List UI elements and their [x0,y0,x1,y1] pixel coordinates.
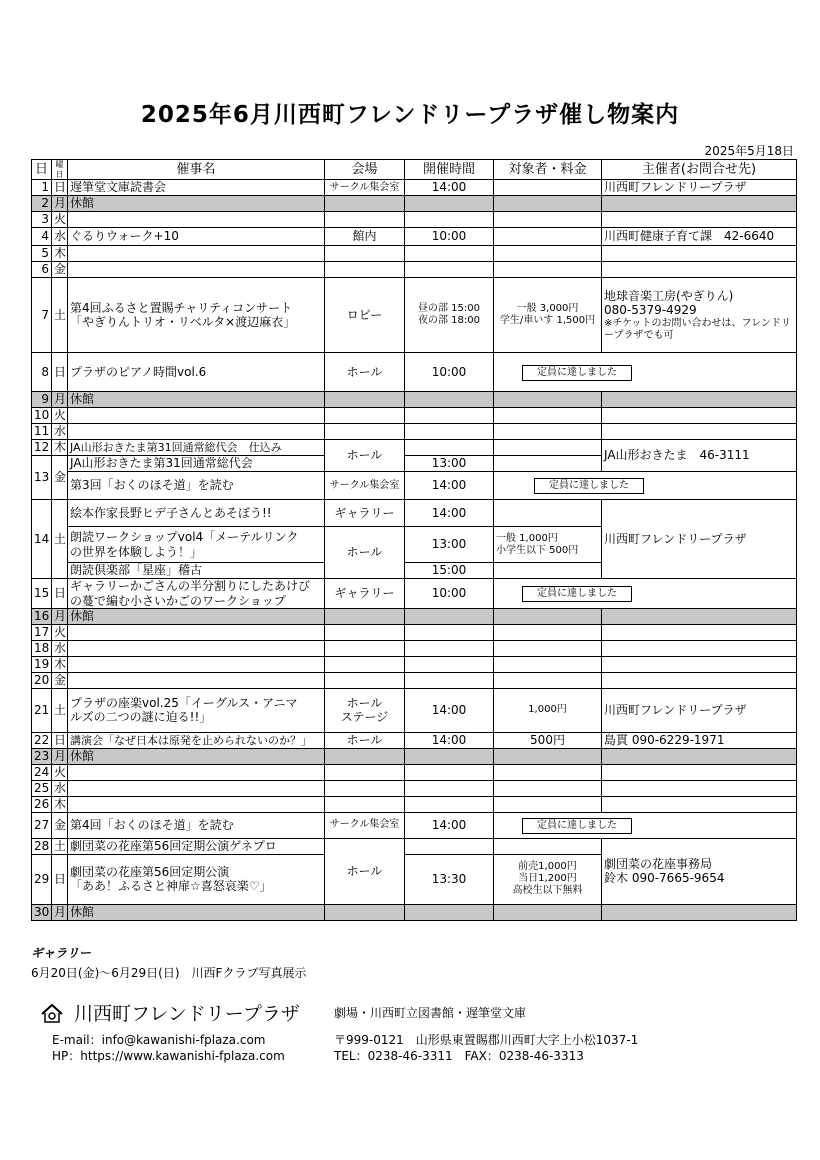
venue-cell: サークル集会室 [325,472,405,500]
venue-line-1: ホール [346,696,383,711]
table-row [32,748,797,764]
day-cell: 16 [32,608,52,624]
table-row [32,904,797,920]
venue-cell: 館内 [325,228,405,246]
time-cell: 14:00 [405,180,494,196]
table-row [32,196,797,212]
dow-cell: 金 [52,456,68,500]
day-cell: 23 [32,748,52,764]
fee-line-1: 一般 3,000円 [516,303,579,315]
dow-cell: 月 [52,196,68,212]
table-row [32,672,797,688]
footer-email[interactable]: E-mail：info@kawanishi-fplaza.com [52,1033,266,1047]
time-cell: 13:30 [405,854,494,904]
time-cell: 10:00 [405,353,494,392]
fee-cell [494,180,602,196]
time-cell: 10:00 [405,579,494,609]
fee-line-1: 前売1,000円 [518,861,577,873]
event-line-1: ギャラリーかごさんの半分割りにしたあけび [70,579,311,594]
dow-cell: 月 [52,904,68,920]
dow-cell: 日 [52,579,68,609]
day-cell: 6 [32,262,52,278]
day-cell: 26 [32,796,52,812]
dow-cell: 火 [52,212,68,228]
table-row [32,180,797,196]
issue-date: 2025年5月18日 [704,144,794,158]
day-cell: 2 [32,196,52,212]
org-line-2: 鈴木 090-7665-9654 [604,871,725,886]
dow-cell: 火 [52,764,68,780]
header-day: 日 [32,160,52,180]
dow-cell: 月 [52,392,68,408]
org-line-1: 地球音楽工房(やぎりん) [604,288,734,303]
day-cell: 25 [32,780,52,796]
time-cell: 14:00 [405,732,494,748]
event-cell: 朗読倶楽部「星座」稽古 [68,563,325,579]
table-row [32,353,797,392]
fee-cell: 500円 [494,732,602,748]
day-cell: 13 [32,456,52,500]
table-row [32,838,797,854]
dow-cell: 土 [52,688,68,732]
event-cell: 休館 [68,608,325,624]
event-line-1: プラザの座楽vol.25「イーグルス・アニマ [70,696,298,711]
table-row [32,262,797,278]
venue-cell: ギャラリー [325,500,405,527]
fee-line-2: 小学生以下 500円 [496,544,579,556]
table-row [32,472,797,500]
dow-cell: 土 [52,278,68,353]
dow-cell: 金 [52,262,68,278]
day-cell: 8 [32,353,52,392]
event-cell [68,579,325,609]
venue-cell: ホール [325,353,405,392]
day-cell: 29 [32,854,52,904]
event-cell: 休館 [68,196,325,212]
day-cell: 20 [32,672,52,688]
dow-cell: 水 [52,424,68,440]
org-line-2: 080-5379-4929 [604,303,697,318]
event-cell [68,688,325,732]
fee-line-2: 当日1,200円 [518,873,577,885]
org-cell: 島貫 090-6229-1971 [602,732,797,748]
gallery-heading: ギャラリー [31,946,92,960]
day-cell: 19 [32,656,52,672]
dow-cell: 火 [52,624,68,640]
venue-cell [325,688,405,732]
table-row [32,212,797,228]
dow-cell: 木 [52,656,68,672]
event-line-2: の蔓で編む小さいかごのワークショップ [70,593,286,608]
fee-line-2: 学生/車いす 1,500円 [499,315,596,327]
table-row [32,732,797,748]
event-line-2: 「やぎりんトリオ・リベルタ×渡辺麻衣」 [70,315,296,330]
venue-cell: ホール [325,440,405,472]
table-row [32,608,797,624]
time-line-2: 夜の部 18:00 [418,315,480,327]
event-cell [68,278,325,353]
table-row [32,579,797,609]
event-cell: 休館 [68,748,325,764]
dow-cell: 土 [52,500,68,579]
org-cell: 川西町フレンドリープラザ [602,180,797,196]
schedule-table [31,159,797,921]
header-event: 催事名 [68,160,325,180]
venue-cell: ホール [325,838,405,904]
day-cell: 10 [32,408,52,424]
org-cell: 川西町フレンドリープラザ [602,500,797,579]
event-cell [68,854,325,904]
footer-facilities: 劇場・川西町立図書館・遅筆堂文庫 [334,1006,527,1020]
event-cell [68,527,325,563]
day-cell: 21 [32,688,52,732]
day-cell: 1 [32,180,52,196]
venue-cell: サークル集会室 [325,180,405,196]
table-row [32,688,797,732]
table-row [32,624,797,640]
table-row [32,780,797,796]
fee-cell [494,854,602,904]
dow-cell: 金 [52,812,68,838]
event-cell: JA山形おきたま第31回通常総代会 仕込み [68,440,325,456]
day-cell: 7 [32,278,52,353]
event-line-1: 朗読ワークショップvol4「メーテルリンク [70,530,299,545]
time-cell: 14:00 [405,472,494,500]
dow-cell: 火 [52,408,68,424]
event-line-1: 劇団菜の花座第56回定期公演 [70,865,230,880]
house-logo-icon [40,1002,64,1024]
venue-cell: ホール [325,732,405,748]
day-cell: 24 [32,764,52,780]
event-cell: 第4回「おくのほそ道」を読む [68,812,325,838]
event-cell: 劇団菜の花座第56回定期公演ゲネプロ [68,838,325,854]
org-cell [602,838,797,904]
footer-homepage[interactable]: HP：https://www.kawanishi-fplaza.com [52,1049,285,1063]
time-cell: 14:00 [405,500,494,527]
org-line-3: ※チケットのお問い合わせは、フレンドリープラザでも可 [604,317,791,341]
day-cell: 4 [32,228,52,246]
dow-cell: 木 [52,796,68,812]
event-line-1: 第4回ふるさと置賜チャリティコンサート [70,300,293,315]
header-venue: 会場 [325,160,405,180]
table-row [32,246,797,262]
event-cell: 遅筆堂文庫読書会 [68,180,325,196]
page-title: 2025年6月川西町フレンドリープラザ催し物案内 [140,102,680,128]
table-row [32,228,797,246]
event-cell: 第3回「おくのほそ道」を読む [68,472,325,500]
fee-cell: 1,000円 [494,688,602,732]
event-cell: 講演会「なぜ日本は原発を止められないのか？」 [68,732,325,748]
time-cell: 15:00 [405,563,494,579]
table-row [32,408,797,424]
day-cell: 22 [32,732,52,748]
table-row [32,392,797,408]
table-row [32,764,797,780]
dow-cell: 日 [52,353,68,392]
day-cell: 11 [32,424,52,440]
time-cell: 14:00 [405,812,494,838]
footer-address: 〒999-0121 山形県東置賜郡川西町大字上小松1037-1 [334,1033,639,1047]
dow-cell: 土 [52,838,68,854]
table-header-row [32,160,797,180]
venue-cell: サークル集会室 [325,812,405,838]
gallery-text: 6月20日(金)～6月29日(日) 川西Fクラブ写真展示 [31,966,307,980]
event-cell: 休館 [68,392,325,408]
event-cell: 絵本作家長野ヒデ子さんとあそぼう!! [68,500,325,527]
event-cell: ぐるりウォーク+10 [68,228,325,246]
table-row [32,424,797,440]
table-row [32,656,797,672]
table-row [32,812,797,838]
fee-cell [494,527,602,563]
full-badge: 定員に達しました [522,818,632,834]
footer-org [40,999,300,1026]
org-cell [602,278,797,353]
time-cell: 13:00 [405,456,494,472]
org-cell: 川西町フレンドリープラザ [602,688,797,732]
day-cell: 5 [32,246,52,262]
event-cell: 休館 [68,904,325,920]
venue-cell: ギャラリー [325,579,405,609]
dow-cell: 水 [52,780,68,796]
day-cell: 27 [32,812,52,838]
dow-cell: 水 [52,228,68,246]
table-row [32,640,797,656]
day-cell: 9 [32,392,52,408]
table-row [32,440,797,456]
dow-cell: 金 [52,672,68,688]
footer-org-name: 川西町フレンドリープラザ [74,1003,300,1025]
dow-cell: 月 [52,748,68,764]
day-cell: 30 [32,904,52,920]
event-line-2: 「ああ！ふるさと神扉☆喜怒哀楽♡」 [70,879,272,894]
event-line-2: ルズの二つの謎に迫る!!」 [70,710,212,725]
day-cell: 14 [32,500,52,579]
fee-line-1: 一般 1,000円 [496,532,558,544]
fee-line-3: 高校生以下無料 [512,885,583,897]
org-line-1: 劇団菜の花座事務局 [604,857,713,872]
table-row [32,278,797,353]
time-line-1: 昼の部 15:00 [418,303,480,315]
dow-cell: 木 [52,440,68,456]
header-org: 主催者(お問合せ先) [602,160,797,180]
time-cell: 13:00 [405,527,494,563]
time-cell [405,278,494,353]
header-dow: 曜日 [52,160,68,180]
event-cell: JA山形おきたま第31回通常総代会 [68,456,325,472]
org-cell: JA山形おきたま 46-3111 [602,440,797,472]
footer-tel: TEL：0238-46-3311 FAX：0238-46-3313 [334,1049,584,1063]
dow-cell: 日 [52,732,68,748]
day-cell: 15 [32,579,52,609]
day-cell: 17 [32,624,52,640]
time-cell: 10:00 [405,228,494,246]
org-cell: 川西町健康子育て課 42-6640 [602,228,797,246]
dow-cell: 木 [52,246,68,262]
full-badge: 定員に達しました [522,586,632,602]
venue-line-2: ステージ [340,710,389,725]
fee-cell [494,278,602,353]
dow-cell: 水 [52,640,68,656]
header-time: 開催時間 [405,160,494,180]
day-cell: 12 [32,440,52,456]
dow-cell: 日 [52,854,68,904]
full-badge: 定員に達しました [534,478,644,494]
day-cell: 18 [32,640,52,656]
table-row [32,500,797,527]
event-line-2: の世界を体験しよう！」 [70,544,203,559]
header-fee: 対象者・料金 [494,160,602,180]
day-cell: 3 [32,212,52,228]
dow-cell: 日 [52,180,68,196]
venue-cell: ロビー [325,278,405,353]
venue-cell: ホール [325,527,405,579]
time-cell: 14:00 [405,688,494,732]
dow-cell: 月 [52,608,68,624]
full-badge: 定員に達しました [522,365,632,381]
day-cell: 28 [32,838,52,854]
event-cell: プラザのピアノ時間vol.6 [68,353,325,392]
table-row [32,796,797,812]
